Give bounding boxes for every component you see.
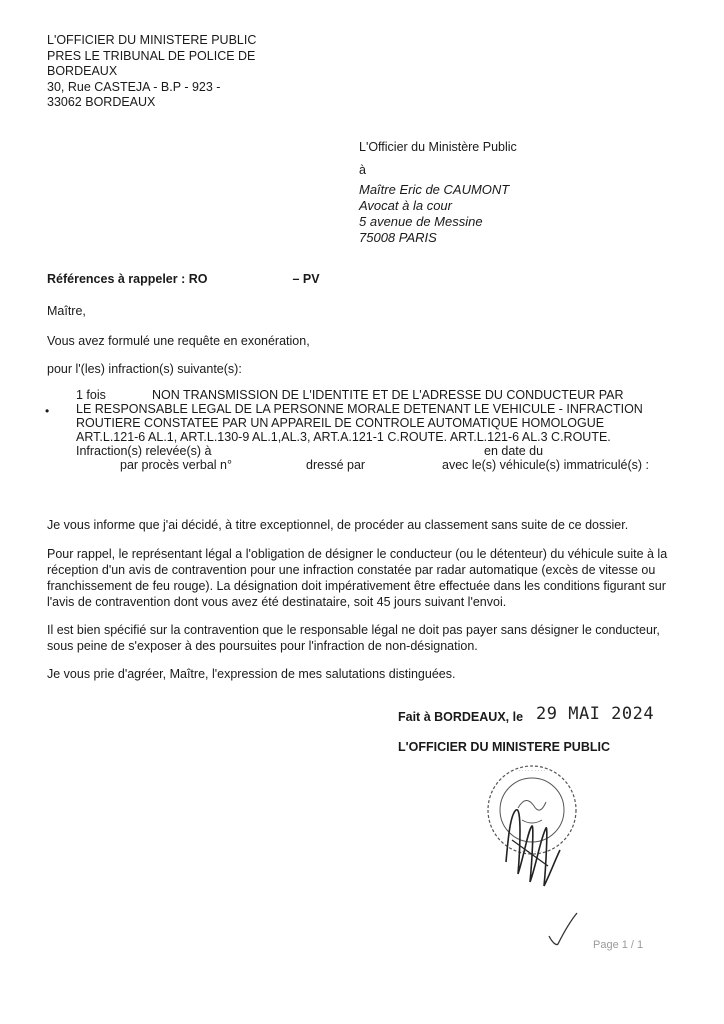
infractions-intro: pour l'(les) infraction(s) suivante(s): <box>47 362 242 376</box>
svg-text:· · · · · · ·: · · · · · · · <box>521 849 543 855</box>
handwritten-signature-icon <box>488 770 608 890</box>
infraction-location-label: Infraction(s) relevée(s) à <box>76 444 212 458</box>
references-pv: – PV <box>292 272 320 286</box>
intro-line: Vous avez formulé une requête en exonération, <box>47 334 310 348</box>
recipient-from: L'Officier du Ministère Public <box>359 140 517 154</box>
warning-paragraph <box>47 622 677 654</box>
bullet-icon: • <box>45 404 50 418</box>
svg-text:· · · · · · · · ·: · · · · · · · · · <box>518 768 546 774</box>
sender-line: BORDEAUX <box>47 64 118 78</box>
decision-text: Je vous informe que j'ai décidé, à titre exceptionnel, de procéder au classement sans suite de ce dossier. <box>47 518 629 532</box>
infraction-line: LE RESPONSABLE LEGAL DE LA PERSONNE MORALE DETENANT LE VEHICULE - INFRACTION <box>76 402 643 416</box>
date-stamp: 29 MAI 2024 <box>536 704 655 724</box>
recipient-name: Maître Eric de CAUMONT <box>359 182 510 197</box>
infraction-date-label: en date du <box>484 444 544 458</box>
infraction-details <box>76 388 649 472</box>
officer-title: L'OFFICIER DU MINISTERE PUBLIC <box>398 740 610 754</box>
recipient-to-word: à <box>359 163 366 177</box>
reminder-paragraph <box>47 546 677 610</box>
issued-by-label: dressé par <box>306 458 366 472</box>
references <box>47 272 320 286</box>
pv-number-label: par procès verbal n° <box>120 458 232 472</box>
checkmark-icon <box>546 910 580 946</box>
sender-line: L'OFFICIER DU MINISTERE PUBLIC <box>47 33 257 47</box>
reminder-line: l'avis de contravention dont vous avez été destinataire, soit 45 jours suivant l'envoi. <box>47 595 507 609</box>
page-number: Page 1 / 1 <box>593 939 644 951</box>
sender-address <box>47 33 256 111</box>
vehicle-label: avec le(s) véhicule(s) immatriculé(s) : <box>442 458 649 472</box>
place-label: Fait à BORDEAUX, le <box>398 710 524 724</box>
recipient-address <box>359 182 509 246</box>
sender-line: PRES LE TRIBUNAL DE POLICE DE <box>47 48 256 63</box>
recipient-street: 5 avenue de Messine <box>359 214 483 229</box>
references-label: Références à rappeler : RO <box>47 272 208 286</box>
reminder-line: franchissement de feu rouge). La désignation doit impérativement être effectuée dans les conditions figurant sur <box>47 579 666 593</box>
reminder-line: Pour rappel, le représentant légal a l'obligation de désigner le conducteur (ou le détenteur) du véhicule suite à la <box>47 547 668 561</box>
reminder-line: réception d'un avis de contravention pour une infraction constatée par radar automatique (excès de vitesse ou <box>47 563 656 577</box>
recipient-city: 75008 PARIS <box>359 230 437 245</box>
infraction-line: NON TRANSMISSION DE L'IDENTITE ET DE L'ADRESSE DU CONDUCTEUR PAR <box>152 388 624 402</box>
recipient-title: Avocat à la cour <box>359 198 452 213</box>
salutation: Maître, <box>47 304 86 318</box>
sender-line: 33062 BORDEAUX <box>47 95 156 109</box>
infraction-line: ROUTIERE CONSTATEE PAR UN APPAREIL DE CONTROLE AUTOMATIQUE HOMOLOGUE <box>76 416 605 430</box>
closing-formula: Je vous prie d'agréer, Maître, l'expression de mes salutations distinguées. <box>47 667 456 681</box>
infraction-count: 1 fois <box>76 388 106 402</box>
sender-line: 30, Rue CASTEJA - B.P - 923 - <box>47 79 221 94</box>
warning-line: Il est bien spécifié sur la contravention que le responsable légal ne doit pas payer sans désigner le conducteur, <box>47 623 660 637</box>
infraction-articles: ART.L.121-6 AL.1, ART.L.130-9 AL.1,AL.3, ART.A.121-1 C.ROUTE. ART.L.121-6 AL.3 C.ROUTE. <box>76 430 611 444</box>
warning-line: sous peine de s'exposer à des poursuites pour l'infraction de non-désignation. <box>47 639 478 653</box>
